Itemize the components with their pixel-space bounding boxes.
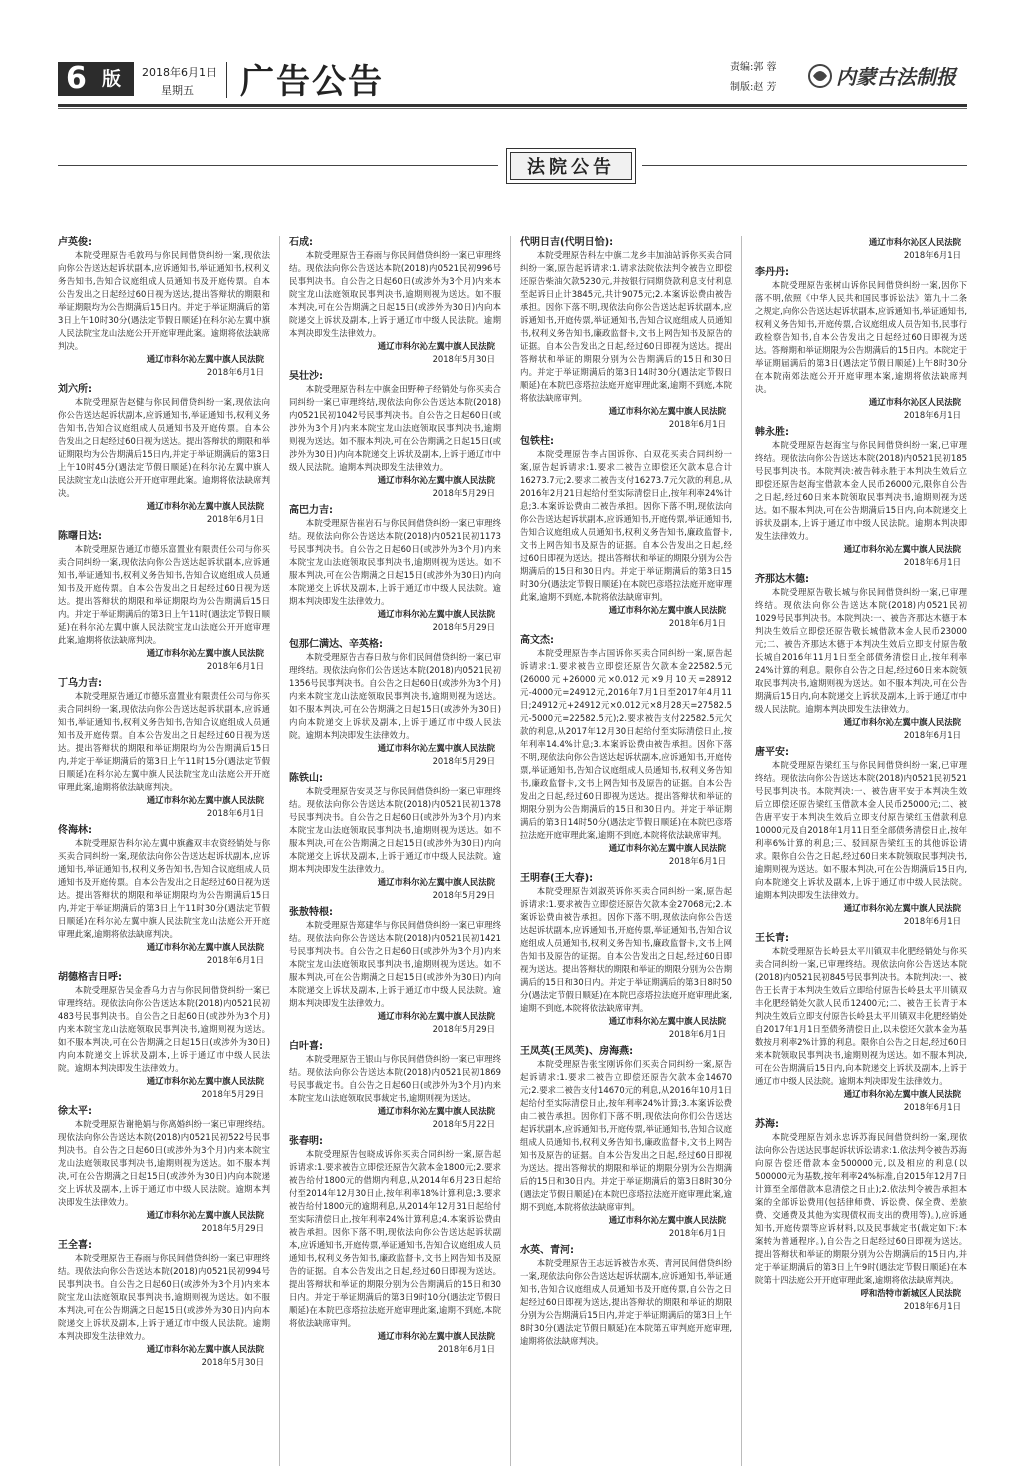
court-notice <box>520 634 732 868</box>
column-3 <box>520 236 732 1466</box>
notice-court: 通辽市科尔沁左翼中旗人民法院 <box>377 1011 495 1021</box>
column-4 <box>755 236 967 1466</box>
court-notice <box>755 426 967 569</box>
court-notice <box>755 266 967 422</box>
notice-court: 通辽市科尔沁区人民法院 <box>868 397 961 407</box>
notice-date: 2018年5月29日 <box>432 1024 495 1034</box>
notice-date: 2018年6月1日 <box>903 916 961 926</box>
banner-line-right <box>642 165 967 166</box>
notice-date: 2018年5月29日 <box>432 890 495 900</box>
header-divider <box>226 62 227 98</box>
notice-addressee: 胡德格吉日呼: <box>58 972 122 983</box>
notice-body: 本院受理原告刘淑英诉你买卖合同纠纷一案,原告起诉请求:1.要求被告立即偿还原告欠款本金27068元;2.本案诉讼费由被告承担。因你下落不明,现依法向你公告送达起诉状副本,应诉通知书,开庭传票,举证通知书,告知合议庭组成人员通知书,权利义务告知书,廉政监督卡,文书上网告知书及原告的证据。自本公告发出之日起,经过60日即视为送达。提出答辩状的期限和举证的期限分别为公告期满后的15日和30日内。并定于举证期满后的第3日8时50分(遇法定节假日顺延)在本院巴彦塔拉法庭开庭审理此案,逾期不到庭,本院将依法缺席审判。 <box>520 886 732 1013</box>
court-notice <box>289 638 501 768</box>
notice-addressee: 吴壮沙: <box>289 371 323 382</box>
court-notice <box>58 1105 270 1235</box>
court-notice <box>58 824 270 967</box>
notice-addressee: 陈曙日达: <box>58 531 102 542</box>
notice-court: 通辽市科尔沁左翼中旗人民法院 <box>608 406 726 416</box>
column-divider <box>741 236 742 1466</box>
court-notice <box>289 236 501 366</box>
page-header <box>0 0 1024 110</box>
notice-court: 通辽市科尔沁左翼中旗人民法院 <box>146 354 264 364</box>
notice-date: 2018年5月29日 <box>432 756 495 766</box>
notice-court: 通辽市科尔沁左翼中旗人民法院 <box>377 609 495 619</box>
notice-addressee: 石成: <box>289 237 313 248</box>
notice-addressee: 包铁柱: <box>520 436 554 447</box>
notice-date: 2018年6月1日 <box>437 1344 495 1354</box>
editor-line: 责编:郭 蓉 <box>730 62 777 73</box>
notice-addressee: 齐那达木德: <box>755 574 809 585</box>
header-rule-thick <box>58 104 967 107</box>
producer-line: 制版:赵 芳 <box>730 82 777 93</box>
notice-body: 本院受理原告毛敦玛与你民间借贷纠纷一案,现依法向你公告送达起诉状副本,应诉通知书,举证通知书,权利义务告知书,告知合议庭组成人员通知书及开庭传票。自本公告发出之日起经过60日视为送达,提出答辩状的期限和举证期限均为公告期满后15日内。并定于举证期满后的第3日上午10时30分(遇法定节假日顺延)在科尔沁左翼中旗人民法院宝龙山法庭公开开庭审理此案。逾期将依法缺席判决。 <box>58 250 270 351</box>
notice-court: 通辽市科尔沁左翼中旗人民法院 <box>843 903 961 913</box>
court-notice <box>520 1045 732 1240</box>
notice-court: 通辽市科尔沁左翼中旗人民法院 <box>377 1331 495 1341</box>
court-notice <box>520 236 732 431</box>
notice-body: 本院受理原告王春雨与你民间借贷纠纷一案已审理终结。现依法向你公告送达本院(2018)内0521民初994号民事判决书。自公告之日起60日(或涉外为3个月)内来本院宝龙山法庭领取民事判决书,逾期则视为送达。如不服本判决,可在公告期满之日起15日(或涉外为30日)内向本院递交上诉状及副本,上诉于通辽市中级人民法院。逾期本判决即发生法律效力。 <box>58 1253 270 1341</box>
court-notice <box>58 530 270 673</box>
notice-body: 本院受理原告吴金香乌力吉与你民间借贷纠纷一案已审理终结。现依法向你公告送达本院(2018)内0521民初483号民事判决书。自公告之日起60日(或涉外为3个月)内来本院宝龙山法庭领取民事判决书,逾期则视为送达。如不服本判决,可在公告期满之日起15日(或涉外为30日)内向本院递交上诉状及副本,上诉于通辽市中级人民法院。逾期本判决即发生法律效力。 <box>58 985 270 1073</box>
notice-body: 本院受理原告敬长城与你民间借贷纠纷一案,已审理终结。现依法向你公告送达本院(2018)内0521民初1029号民事判决书。本院判决:一、被告齐那达木德于本判决生效后立即偿还原告敬长城借款本金人民币23000元;二、被告齐那达木德于本判决生效后立即支付原告敬长城自2016年11月1日至全部债务清偿日止,按年利率24%计算的利息。限你自公告之日起,经过60日来本院领取民事判决书,逾期则视为送达。如不服本判决,可在公告期满后15日内,向本院递交上诉状及副本,上诉于通辽市中级人民法院。逾期本判决即发生法律效力。 <box>755 587 967 714</box>
notice-addressee: 代明日吉(代明日恰): <box>520 237 614 248</box>
banner-title: 法院公告 <box>510 152 632 180</box>
notice-date: 2018年6月1日 <box>903 250 961 260</box>
notice-addressee: 陈铁山: <box>289 773 323 784</box>
notice-addressee: 高文杰: <box>520 635 554 646</box>
notice-body: 本院受理原告科左中旗二龙乡丰加油站诉你买卖合同纠纷一案,原告起诉请求:1.请求法院依法判令被告立即偿还原告柴油欠款5230元,并按银行同期贷款利息支付利息至起诉日止计3845元,共计9075元;2.本案诉讼费由被告承担。因你下落不明,现依法向你公告送达起诉状副本,应诉通知书,开庭传票,举证通知书,告知合议庭组成人员通知书,权利义务告知书,廉政监督卡,文书上网告知书及原告的证据。自本公告发出之日起,经过60日即视为送达。提出答辩状和举证的期限分别为公告期满后的15日和30日内。并定于举证期满后的第3日14时30分(遇法定节假日顺延)在本院巴彦塔拉法庭开庭审理此案,逾期不到庭,本院将依法缺席审判。 <box>520 250 732 403</box>
notice-addressee: 张春明: <box>289 1136 323 1147</box>
header-rule-thin <box>58 108 967 109</box>
notice-addressee: 高巴力吉: <box>289 505 333 516</box>
column-1 <box>58 236 270 1466</box>
notice-court: 通辽市科尔沁左翼中旗人民法院 <box>146 795 264 805</box>
notice-body: 本院受理原告王志远诉被告水英、青河民间借贷纠纷一案,现依法向你公告送达起诉状副本,应诉通知书,举证通知书,告知合议庭组成人员通知书及开庭传票,自公告之日起经过60日即视为送达,提出答辩状的期限和举证的期限分别为公告期满后15日内,并定于举证期满后的第3日上午8时30分(遇法定节假日顺延)在本院第五审判庭开庭审理,逾期将依法缺席判决。 <box>520 1258 732 1346</box>
issue-date: 2018年6月1日 <box>142 66 217 79</box>
banner-line-left <box>58 165 498 166</box>
notice-date: 2018年6月1日 <box>206 955 264 965</box>
notice-body: 本院受理原告包晓成诉你买卖合同纠纷一案,原告起诉请求:1.要求被告立即偿还原告欠款本金1800元;2.要求被告给付1800元的借期内利息,从2014年6月23日起给付至2014年12月30日止,按年利率18%计算利息;3.要求被告给付1800元的逾期利息,从2014年12月31日起给付至实际清偿日止,按年利率24%计算利息;4.本案诉讼费由被告承担。因你下落不明,现依法向你公告送达起诉状副本,应诉通知书,开庭传票,举证通知书,告知合议庭组成人员通知书,权利义务告知书,廉政监督卡,文书上网告知书及原告的证据。自本公告发出之日起,经过60日即视为送达。提出答辩状和举证的期限分别为公告期满后的15日和30日内。并定于举证期满后的第3日9时10分(遇法定节假日顺延)在本院巴彦塔拉法庭开庭审理此案,逾期不到庭,本院将依法缺席审判。 <box>289 1149 501 1328</box>
notice-body: 本院受理原告李占国诉你买卖合同纠纷一案,原告起诉请求:1.要求被告立即偿还原告欠款本金22582.5元(26000元+26000元×0.012元×9月10天=28912元-4000元=24912元,2016年7月1日至2017年4月11日;24912元+24912元×0.012元×8月28天=27582.5元-5000元=22582.5元);2.要求被告支付22582.5元欠款的利息,从2017年12月30日起给付至实际清偿日止,按年利率14.4%计息;3.本案诉讼费由被告承担。因你下落不明,现依法向你公告送达起诉状副本,应诉通知书,开庭传票,举证通知书,告知合议庭组成人员通知书,权利义务告知书,廉政监督卡,文书上网告知书及原告的证据。自本公告发出之日起,经过60日即视为送达。提出答辩状和举证的期限分别为公告期满后的15日和30日内。并定于举证期满后的第3日14时50分(遇法定节假日顺延)在本院巴彦塔拉法庭开庭审理此案,逾期不到庭,本院将依法缺席审判。 <box>520 648 732 840</box>
notice-body: 本院受理原告崔岩石与你民间借贷纠纷一案已审理终结。现依法向你公告送达本院(2018)内0521民初1173号民事判决书。自公告之日起60日(或涉外为3个月)内来本院宝龙山法庭领取民事判决书,逾期则视为送达。如不服本判决,可在公告期满之日起15日(或涉外为30日)内向本院递交上诉状及副本,上诉于通辽市中级人民法院。逾期本判决即发生法律效力。 <box>289 518 501 606</box>
notice-court: 通辽市科尔沁左翼中旗人民法院 <box>608 605 726 615</box>
notice-body: 本院受理原告通辽市德乐富置业有限责任公司与你买卖合同纠纷一案,现依法向你公告送达起诉状副本,应诉通知书,举证通知书,权利义务告知书,告知合议庭组成人员通知书及开庭传票。自本公告发出之日起经过60日视为送达。提出答辩状的期限和举证期限均为公告期满后15日内。并定于举证期满后的第3日上午11时(遇法定节假日顺延)在科尔沁左翼中旗人民法院宝龙山法庭公开开庭审理此案,逾期将依法缺席判决。 <box>58 544 270 645</box>
court-notice <box>289 504 501 634</box>
court-notice-banner <box>58 148 967 184</box>
notice-addressee: 王全喜: <box>58 1240 92 1251</box>
notice-addressee: 王凤英(王凤芙)、房海燕: <box>520 1046 634 1057</box>
notice-body: 本院受理原告张宝刚诉你们买卖合同纠纷一案,原告起诉请求:1.要求二被告立即偿还原告欠款本金14670元;2.要求二被告支付14670元的利息,从2016年10月1日起给付至实际清偿日止,按年利率24%计算;3.本案诉讼费由二被告承担。因你们下落不明,现依法向你们公告送达起诉状副本,应诉通知书,开庭传票,举证通知书,告知合议庭组成人员通知书,权利义务告知书,廉政监督卡,文书上网告知书及原告的证据。自本公告发出之日起,经过60日即视为送达。提出答辩状的期限和举证的期限分别为公告期满后的15日和30日内。并定于举证期满后的第3日8时30分(遇法定节假日顺延)在本院巴彦塔拉法庭开庭审理此案,逾期不到庭,本院将依法缺席审判。 <box>520 1059 732 1212</box>
page-number: 6 <box>66 61 87 96</box>
notice-addressee: 刘六所: <box>58 384 92 395</box>
court-notice <box>58 971 270 1101</box>
notice-date: 2018年6月1日 <box>668 1228 726 1238</box>
notice-body: 本院受理原告郑建华与你民间借贷纠纷一案已审理终结。现依法向你公告送达本院(2018)内0521民初1421号民事判决书。自公告之日起60日(或涉外为3个月)内来本院宝龙山法庭领取民事判决书,逾期则视为送达。如不服本判决,可在公告期满之日起15日(或涉外为30日)内向本院递交上诉状及副本,上诉于通辽市中级人民法院。逾期本判决即发生法律效力。 <box>289 920 501 1008</box>
logo-emblem-icon <box>806 60 966 92</box>
notice-body: 本院受理原告长岭县太平川镇双丰化肥经销处与你买卖合同纠纷一案,已审理终结。现依法向你公告送达本院(2018)内0521民初845号民事判决书。本院判决:一、被告王长青于本判决生效后立即给付原告长岭县太平川镇双丰化肥经销处欠款人民币12400元;二、被告王长青于本判决生效后立即支付原告长岭县太平川镇双丰化肥经销处自2017年1月1日至债务清偿日止,以未偿还欠款本金为基数按月利率2%计算的利息。限你自公告之日起,经过60日来本院领取民事判决书,逾期则视为送达。如不服本判决,可在公告期满后15日内,向本院递交上诉状及副本,上诉于通辽市中级人民法院。逾期本判决即发生法律效力。 <box>755 946 967 1086</box>
court-notice <box>58 1239 270 1369</box>
notice-date: 2018年5月29日 <box>201 1223 264 1233</box>
notice-addressee: 水英、青河: <box>520 1245 574 1256</box>
page-suffix: 版 <box>102 68 122 90</box>
notice-body: 本院受理原告李占国诉你、白双花买卖合同纠纷一案,原告起诉请求:1.要求二被告立即偿还欠款本息合计16273.7元;2.要求二被告支付16273.7元欠款的利息,从2016年2月21日起给付至实际清偿日止,按年利率24%计息;3.本案诉讼费由二被告承担。因你下落不明,现依法向你公告送达起诉状副本,应诉通知书,开庭传票,举证通知书,告知合议庭组成人员通知书,权利义务告知书,廉政监督卡,文书上网告知书及原告的证据。自本公告发出之日起,经过60日即视为送达。提出答辩状和举证的期限分别为公告期满后的15日和30日内。并定于举证期满后的第3日15时30分(遇法定节假日顺延)在本院巴彦塔拉法庭开庭审理此案,逾期不到庭,本院将依法缺席审判。 <box>520 449 732 602</box>
notice-addressee: 王长青: <box>755 933 789 944</box>
notice-court: 通辽市科尔沁左翼中旗人民法院 <box>146 501 264 511</box>
notice-body: 本院受理原告刘永忠诉苏海民间借贷纠纷一案,现依法向你公告送达民事起诉状诉讼请求:1.依法判令被告苏海向原告偿还借款本金500000元,以及相应的利息(以500000元为基数,按年利率24%标准,自2015年12月7日计算至全部借款本息清偿之日止);2.依法判令被告承担本案的全部诉讼费用(包括律师费、诉讼费、保全费、差旅费、交通费及其他为实现债权而支出的费用等)。),应诉通知书,开庭传票等应诉材料,以及民事裁定书(裁定如下:本案转为普通程序。),自公告之日起经过60日即视为送达。提出答辩状和举证的期限分别为公告期满后的15日内,并定于举证期满后的第3日上午9时(遇法定节假日顺延)在本院第十四法庭公开开庭审理此案,逾期将依法缺席判决。 <box>755 1132 967 1285</box>
notice-addressee: 张敖特根: <box>289 907 333 918</box>
notice-body: 本院受理原告王银山与你民间借贷纠纷一案已审理终结。现依法向你公告送达本院(2018)内0521民初1869号民事裁定书。自公告之日起60日(或涉外为3个月)内来本院宝龙山法庭领取民事裁定书,逾期则视为送达。 <box>289 1054 501 1103</box>
court-notice <box>755 932 967 1114</box>
court-notice <box>58 236 270 379</box>
notice-date: 2018年5月29日 <box>432 622 495 632</box>
notice-addressee: 丁乌力吉: <box>58 678 102 689</box>
notice-date: 2018年6月1日 <box>206 661 264 671</box>
notice-court: 通辽市科尔沁左翼中旗人民法院 <box>608 1215 726 1225</box>
notice-body: 本院受理原告吉春日敖与你们民间借贷纠纷一案已审理终结。现依法向你们公告送达本院(2018)内0521民初1356号民事判决书。自公告之日起60日(或涉外为3个月)内来本院宝龙山法庭领取民事判决书,逾期则视为送达。如不服本判决,可在公告期满之日起15日(或涉外为30日)内向本院递交上诉状及副本,上诉于通辽市中级人民法院。逾期本判决即发生法律效力。 <box>289 652 501 740</box>
notice-court: 呼和浩特市新城区人民法院 <box>860 1288 961 1298</box>
notice-addressee: 王明春(王大春): <box>520 873 594 884</box>
notice-court: 通辽市科尔沁左翼中旗人民法院 <box>843 544 961 554</box>
notice-court: 通辽市科尔沁左翼中旗人民法院 <box>377 341 495 351</box>
notice-addressee: 佟海林: <box>58 825 92 836</box>
page-number-block <box>58 62 134 96</box>
court-notice <box>58 677 270 820</box>
notice-body: 本院受理原告谢艳娟与你离婚纠纷一案已审理终结。现依法向你公告送达本院(2018)内0521民初522号民事判决书。自公告之日起60日(或涉外为3个月)内来本院宝龙山法庭领取民事判决书,逾期则视为送达。如不服本判决,可在公告期满之日起15日(或涉外为30日)内向本院递交上诉状及副本,上诉于通辽市中级人民法院。逾期本判决即发生法律效力。 <box>58 1119 270 1207</box>
column-divider <box>279 236 280 1466</box>
notice-addressee: 李丹丹: <box>755 267 789 278</box>
notice-date: 2018年5月22日 <box>432 1119 495 1129</box>
court-notice <box>755 573 967 742</box>
notice-addressee: 韩永胜: <box>755 427 789 438</box>
notice-body: 本院受理原告赵健与你民间借贷纠纷一案,现依法向你公告送达起诉状副本,应诉通知书,举证通知书,权利义务告知书,告知合议庭组成人员通知书及开庭传票。自本公告发出之日起经过60日视为送达。提出答辩状的期限和举证期限均为公告期满后15日内,并定于举证期满后的第3日上午10时45分(遇法定节假日顺延)在科尔沁左翼中旗人民法院宝龙山法庭公开开庭审理此案。逾期将依法缺席判决。 <box>58 397 270 498</box>
column-2 <box>289 236 501 1466</box>
notice-court: 通辽市科尔沁左翼中旗人民法院 <box>146 1210 264 1220</box>
notice-body: 本院受理原告张树山诉你民间借贷纠纷一案,因你下落不明,依照《中华人民共和国民事诉讼法》第九十二条之规定,向你公告送达起诉状副本,应诉通知书,举证通知书,权利义务告知书,开庭传票,合议庭组成人员告知书,民事行政检察告知书,自本公告发出之日起经过60日即视为送达。答辩期和举证期限为公告期满后的15日内。本院定于举证期届满后的第3日(遇法定节假日顺延)上午8时30分在本院南郊法庭公开开庭审理本案,逾期将依法缺席判决。 <box>755 280 967 394</box>
notice-court: 通辽市科尔沁左翼中旗人民法院 <box>843 717 961 727</box>
notice-date: 2018年5月29日 <box>432 488 495 498</box>
column-divider <box>510 236 511 1466</box>
notice-date: 2018年6月1日 <box>668 1029 726 1039</box>
logo-text: 内蒙古法制报 <box>836 65 956 89</box>
notice-court: 通辽市科尔沁区人民法院 <box>868 237 961 247</box>
notice-date: 2018年6月1日 <box>903 1102 961 1112</box>
court-notice <box>58 383 270 526</box>
notice-addressee: 徐太平: <box>58 1106 92 1117</box>
court-notice <box>520 1244 732 1348</box>
notice-addressee: 苏海: <box>755 1119 779 1130</box>
notice-date: 2018年6月1日 <box>206 808 264 818</box>
banner-box <box>506 148 636 184</box>
notice-date: 2018年6月1日 <box>903 730 961 740</box>
court-notice <box>755 236 967 262</box>
notice-body: 本院受理原告通辽市德乐富置业有限责任公司与你买卖合同纠纷一案,现依法向你公告送达起诉状副本,应诉通知书,举证通知书,权利义务告知书,告知合议庭组成人员通知书及开庭传票。自本公告发出之日起经过60日视为送达。提出答辩状的期限和举证期限均为公告期满后15日内,并定于举证期满后的第3日上午11时15分(遇法定节假日顺延)在科尔沁左翼中旗人民法院宝龙山法庭公开开庭审理此案,逾期将依法缺席判决。 <box>58 691 270 792</box>
notice-court: 通辽市科尔沁左翼中旗人民法院 <box>377 475 495 485</box>
notice-date: 2018年6月1日 <box>668 419 726 429</box>
editor-credits <box>730 58 777 98</box>
notice-court: 通辽市科尔沁左翼中旗人民法院 <box>377 877 495 887</box>
notice-body: 本院受理原告王春雨与你民间借贷纠纷一案已审理终结。现依法向你公告送达本院(2018)内0521民初996号民事判决书。自公告之日起60日(或涉外为3个月)内来本院宝龙山法庭领取民事判决书,逾期则视为送达。如不服本判决,可在公告期满之日起15日(或涉外为30日)内向本院递交上诉状及副本,上诉于通辽市中级人民法院。逾期本判决即发生法律效力。 <box>289 250 501 338</box>
court-notice <box>289 1135 501 1356</box>
notice-body: 本院受理原告赵海宝与你民间借贷纠纷一案,已审理终结。现依法向你公告送达本院(2018)内0521民初185号民事判决书。本院判决:被告韩永胜于本判决生效后立即偿还原告赵海宝借款本金人民币26000元,限你自公告之日起,经过60日来本院领取民事判决书,逾期则视为送达。如不服本判决,可在公告期满后15日内,向本院递交上诉状及副本,上诉于通辽市中级人民法院。逾期本判决即发生法律效力。 <box>755 440 967 541</box>
court-notice <box>289 772 501 902</box>
court-notice <box>755 746 967 928</box>
notice-date: 2018年6月1日 <box>668 856 726 866</box>
court-notice <box>289 906 501 1036</box>
notice-court: 通辽市科尔沁左翼中旗人民法院 <box>608 1016 726 1026</box>
notice-date: 2018年6月1日 <box>668 618 726 628</box>
notice-addressee: 白叶喜: <box>289 1041 323 1052</box>
notice-date: 2018年6月1日 <box>206 514 264 524</box>
notice-date: 2018年6月1日 <box>903 557 961 567</box>
notice-body: 本院受理原告科左中旗金田野种子经销处与你买卖合同纠纷一案已审理终结,现依法向你公告送达本院(2018)内0521民初1042号民事判决书。自公告之日起60日(或涉外为3个月)内来本院宝龙山法庭领取民事判决书,逾期则视为送达。如不服本判决,可在公告期满之日起15日(或涉外为30日)内向本院递交上诉状及副本,上诉于通辽市中级人民法院。逾期本判决即发生法律效力。 <box>289 384 501 472</box>
notice-date: 2018年6月1日 <box>903 1301 961 1311</box>
notice-court: 通辽市科尔沁左翼中旗人民法院 <box>843 1089 961 1099</box>
notice-addressee: 包那仁满达、辛英格: <box>289 639 383 650</box>
notice-court: 通辽市科尔沁左翼中旗人民法院 <box>146 942 264 952</box>
notice-court: 通辽市科尔沁左翼中旗人民法院 <box>377 743 495 753</box>
notice-body: 本院受理原告梁红玉与你民间借贷纠纷一案,已审理终结。现依法向你公告送达本院(2018)内0521民初521号民事判决书。本院判决:一、被告唐平安于本判决生效后立即偿还原告梁红玉借款本金人民币25000元;二、被告唐平安于本判决生效后立即支付原告梁红玉借款利息10000元及自2018年1月11日至全部债务清偿日止,按年利率6%计算的利息;三、驳回原告梁红玉的其他诉讼请求。限你自公告之日起,经过60日来本院领取民事判决书,逾期则视为送达。如不服本判决,可在公告期满后15日内,向本院递交上诉状及副本,上诉于通辽市中级人民法院。逾期本判决即发生法律效力。 <box>755 760 967 900</box>
notice-court: 通辽市科尔沁左翼中旗人民法院 <box>377 1106 495 1116</box>
notice-court: 通辽市科尔沁左翼中旗人民法院 <box>608 843 726 853</box>
notice-date: 2018年6月1日 <box>903 410 961 420</box>
notice-addressee: 卢英俊: <box>58 237 92 248</box>
notice-body: 本院受理原告科尔沁左翼中旗鑫双丰农资经销处与你买卖合同纠纷一案,现依法向你公告送达起诉状副本,应诉通知书,举证通知书,权利义务告知书,告知合议庭组成人员通知书及开庭传票。自本公告发出之日起经过60日视为送达。提出答辩状的期限和举证期限均为公告期满后15日内,并定于举证期满后的第3日上午11时30分(遇法定节假日顺延)在科尔沁左翼中旗人民法院宝龙山法庭公开开庭审理此案,逾期将依法缺席判决。 <box>58 838 270 939</box>
issue-weekday: 星期五 <box>161 84 194 97</box>
notice-date: 2018年6月1日 <box>206 367 264 377</box>
section-title: 广告公告 <box>240 62 384 102</box>
notice-date: 2018年5月29日 <box>201 1089 264 1099</box>
court-notice <box>520 872 732 1041</box>
notice-court: 通辽市科尔沁左翼中旗人民法院 <box>146 1076 264 1086</box>
court-notice <box>289 370 501 500</box>
notice-addressee: 唐平安: <box>755 747 789 758</box>
notice-date: 2018年5月30日 <box>432 354 495 364</box>
court-notice <box>755 1118 967 1313</box>
notice-court: 通辽市科尔沁左翼中旗人民法院 <box>146 648 264 658</box>
notice-date: 2018年5月30日 <box>201 1357 264 1367</box>
notice-court: 通辽市科尔沁左翼中旗人民法院 <box>146 1344 264 1354</box>
notice-body: 本院受理原告安灵芝与你民间借贷纠纷一案已审理终结。现依法向你公告送达本院(2018)内0521民初1378号民事判决书。自公告之日起60日(或涉外为3个月)内来本院宝龙山法庭领取民事判决书,逾期则视为送达。如不服本判决,可在公告期满之日起15日(或涉外为30日)内向本院递交上诉状及副本,上诉于通辽市中级人民法院。逾期本判决即发生法律效力。 <box>289 786 501 874</box>
newspaper-logo <box>806 60 966 92</box>
court-notice <box>520 435 732 630</box>
court-notice <box>289 1040 501 1131</box>
